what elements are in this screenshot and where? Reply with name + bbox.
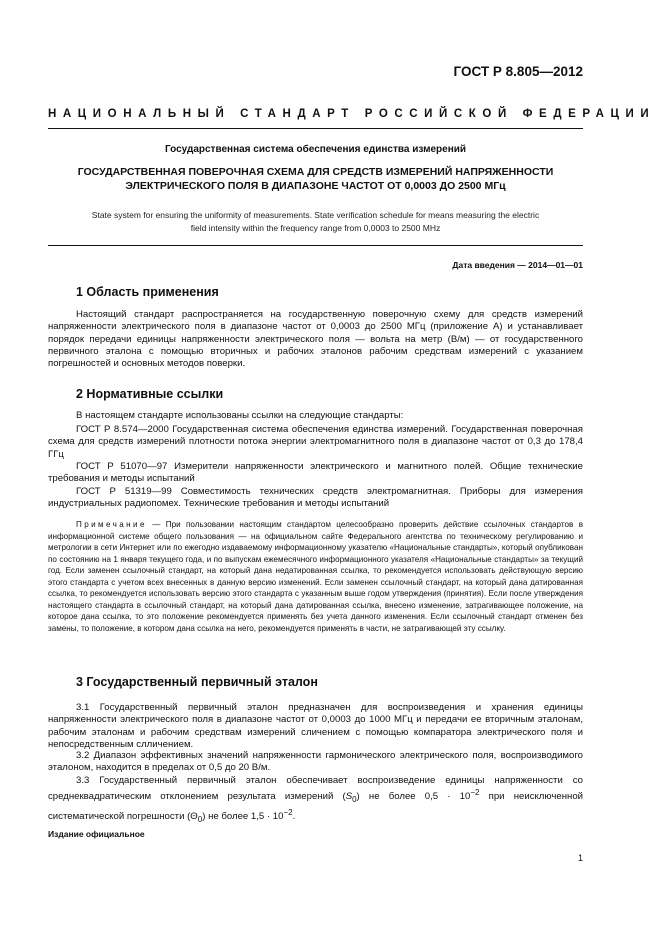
document-code: ГОСТ Р 8.805—2012 — [453, 64, 583, 79]
english-title — [48, 209, 583, 235]
header-rule — [48, 128, 583, 129]
subscript: 0 — [197, 814, 203, 824]
reference-gost-8-574: ГОСТ Р 8.574—2000 Государственная система обеспечения единства измерений. Государственная поверочная схема для средств измерений плотности потока энергии электромагнитного поля в диапазоне частот от 0,3 до 178,4 ГГц — [48, 424, 583, 460]
reference-gost-51070: ГОСТ Р 51070—97 Измерители напряженности электрического и магнитного полей. Общие технические требования и методы испытаний — [48, 461, 583, 485]
page-number: 1 — [577, 853, 583, 863]
text-run: при неисключенной систематической погрешности (Θ — [48, 791, 584, 822]
note-label: Примечание — [76, 520, 147, 529]
introduction-date: Дата введения — 2014—01—01 — [452, 260, 583, 270]
paragraph-3-1: 3.1 Государственный первичный эталон предназначен для воспроизведения и хранения единицы напряженности электрического поля в диапазоне частот от 0,0003 до 1000 МГц и передачи ее вторичным эталонам, рабочим эталонам и рабочим средствам измерений сличением с помощью компаратора электрического поля и непосредственным слличением. — [48, 702, 583, 750]
english-title-line: State system for ensuring the uniformity of measurements. State verification schedule for means measuring the electric — [91, 210, 540, 220]
system-name: Государственная система обеспечения единства измерений — [164, 144, 467, 155]
text-run: ) не более 1,5 · 10 — [202, 810, 284, 822]
title-rule — [48, 245, 583, 246]
section-1-paragraph: Настоящий стандарт распространяется на государственную поверочную схему для средств измерений напряженности электрического поля в диапазоне частот от 0,0003 до 2500 МГц (приложение А) и устанавливает порядок передачи единицы напряженности электрического поля — вольта на метр (В/м) — от государственного первичного эталона с помощью вторичных и рабочих эталонов рабочим средствам измерений с указанием погрешностей и основных методов поверки. — [48, 309, 583, 370]
text-run: . — [292, 810, 296, 822]
section-2-lead: В настоящем стандарте использованы ссылки на следующие стандарты: — [76, 410, 404, 421]
reference-gost-51319: ГОСТ Р 51319—99 Совместимость технических средств электромагнитная. Приборы для измерения индустриальных радиопомех. Технические требования и методы испытаний — [48, 486, 583, 510]
section-2-note — [48, 519, 583, 634]
section-2-heading: 2 Нормативные ссылки — [76, 387, 224, 401]
paragraph-3-2: 3.2 Диапазон эффективных значений напряженности гармонического электрического поля, воспроизводимого эталоном, находится в пределах от 0,5 до 20 В/м. — [48, 750, 583, 774]
english-title-line: field intensity within the frequency range from 0,0003 to 2500 MHz — [190, 223, 441, 233]
title-line: ЭЛЕКТРИЧЕСКОГО ПОЛЯ В ДИАПАЗОНЕ ЧАСТОТ ОТ 0,0003 ДО 2500 МГц — [125, 180, 506, 192]
text-run: ) не более 0,5 · 10 — [356, 791, 471, 803]
paragraph-3-3 — [48, 775, 583, 826]
note-text: — При пользовании настоящим стандартом целесообразно проверить действие ссылочных стандартов в информационной системе общего пользования — на официальном сайте Федерального агентства по техническому регулированию и метрологии в сети Интернет или по ежегодно издаваемому информационному указателю «Национальные стандарты», который опубликован по состоянию на 1 января текущего года, и по выпускам ежемесячного информационного указателя «Национальные стандарты» за текущий год. Если заменен ссылочный стандарт, на который дана недатированная ссылка, то рекомендуется использовать действующую версию этого стандарта с учетом всех внесенных в данную версию изменений. Если заменен ссылочный стандарт, на который дана датированная ссылка, то рекомендуется использовать версию этого стандарта с указанным выше годом утверждения (принятия). Если после утверждения настоящего стандарта в ссылочный стандарт, на который дана датированная ссылка, внесено изменение, затрагивающее положение, на которое дана ссылка, то это положение рекомендуется применять без учета данного изменения. Если ссылочный стандарт отменен без замены, то положение, в котором дана ссылка на него, рекомендуется применять в части, не затрагивающей эту ссылку. — [48, 520, 583, 633]
official-edition-label: Издание официальное — [48, 829, 145, 839]
document-title — [48, 165, 583, 193]
text-run: 3.3 Государственный первичный эталон обеспечивает воспроизведение единицы напряженности со среднеквадратическим отклонением результата измерений ( — [48, 775, 583, 803]
symbol-s: S — [345, 791, 353, 803]
section-3-heading: 3 Государственный первичный эталон — [76, 675, 318, 689]
section-1-heading: 1 Область применения — [76, 285, 219, 299]
title-line: ГОСУДАРСТВЕННАЯ ПОВЕРОЧНАЯ СХЕМА ДЛЯ СРЕДСТВ ИЗМЕРЕНИЙ НАПРЯЖЕННОСТИ — [77, 166, 554, 178]
exponent: −2 — [283, 807, 293, 817]
exponent: −2 — [470, 788, 480, 798]
national-standard-banner: НАЦИОНАЛЬНЫЙ СТАНДАРТ РОССИЙСКОЙ ФЕДЕРАЦИИ — [48, 108, 656, 120]
subscript: 0 — [352, 795, 357, 805]
